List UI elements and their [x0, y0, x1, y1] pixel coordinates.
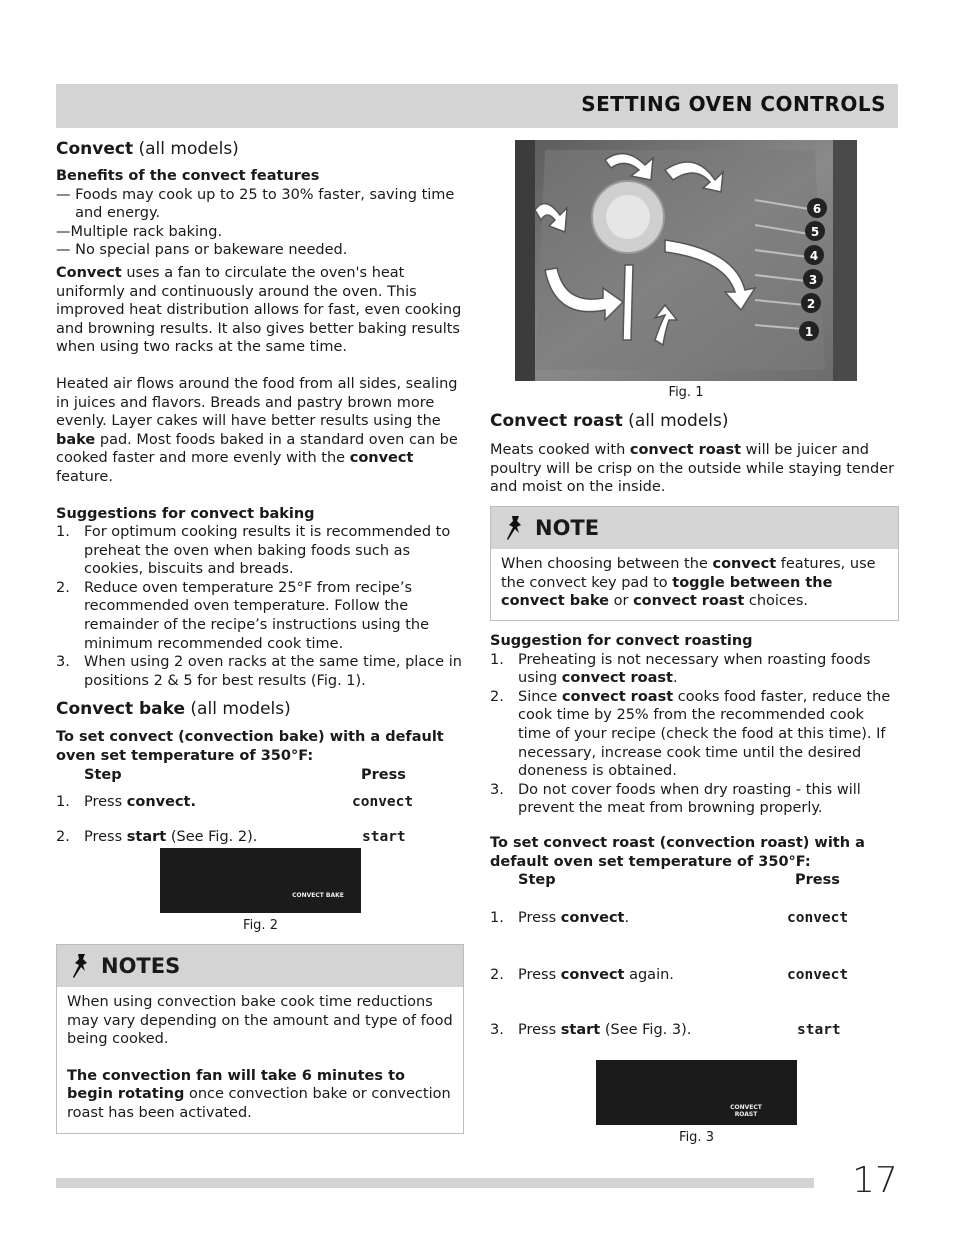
notes-body: When using convection bake cook time reductions may vary depending on the amount and type of food being cooked. The convection fan will take 6 minutes to begin rotating once convection bake or convection roast has been activated.: [67, 994, 453, 1121]
rack-number: 4: [809, 249, 819, 263]
page-number: 17: [852, 1160, 898, 1201]
note-box: [490, 506, 899, 621]
pushpin-icon: [505, 515, 527, 541]
convect-heading: Convect (all models): [56, 139, 239, 159]
list-item: 2. Since convect roast cooks food faster, reduce the cook time by 25% from the recommended cook time of your recipe (check the food at this time). If necessary, increase cook time until the desired doneness is obtained.: [490, 688, 891, 780]
fig2-display: CONVECT BAKE: [160, 848, 361, 913]
notes-header: NOTES: [57, 945, 463, 987]
roast-step-3: 3. Press start (See Fig. 3). start: [490, 1021, 841, 1038]
list-item: 1. Preheating is not necessary when roasting foods using convect roast.: [490, 651, 871, 687]
header-bar: [56, 84, 898, 128]
fig1-caption: Fig. 1: [668, 385, 704, 400]
roast-step-1: 1. Press convect. convect: [490, 909, 849, 926]
heated-air-paragraph: Heated air flows around the food from all sides, sealing in juices and flavors. Breads and pastry brown more evenly. Layer cakes will have better results using the bake pad. Most foods baked in a standard oven can be cooked faster and more evenly with the convect feature.: [56, 375, 458, 485]
convect-key: convect: [352, 794, 414, 811]
convect-roast-heading: Convect roast (all models): [490, 411, 729, 431]
suggestions-title: Suggestions for convect baking: [56, 505, 315, 522]
convect-roast-description: Meats cooked with convect roast will be juicer and poultry will be crisp on the outside while staying tender and moist on the inside.: [490, 442, 895, 496]
footer-bar: [56, 1178, 814, 1188]
convect-bake-heading: Convect bake (all models): [56, 699, 291, 720]
note-header: NOTE: [491, 507, 898, 549]
bake-step-1: 1. Press convect. convect: [56, 793, 466, 819]
step-header: Step Press: [518, 872, 840, 889]
list-item: 3. Do not cover foods when dry roasting - this will prevent the meat from browning properly.: [490, 781, 861, 817]
notes-box: [56, 944, 464, 1134]
start-key: start: [797, 1021, 841, 1038]
benefit-item: — Multiple rack baking.: [56, 223, 223, 240]
convect-key: convect: [787, 967, 849, 984]
benefits-title: Benefits of the convect features: [56, 168, 320, 184]
rack-number: 1: [804, 325, 814, 339]
roast-instructions: To set convect roast (convection roast) with a default oven set temperature of 350°F:: [490, 834, 865, 870]
rack-number: 2: [806, 297, 816, 311]
note-body: When choosing between the convect features, use the convect key pad to toggle between the convect bake or convect roast choices.: [501, 556, 876, 610]
benefit-item: — No special pans or bakeware needed.: [56, 242, 348, 259]
rack-number: 5: [810, 225, 820, 239]
convect-description: Convect uses a fan to circulate the oven's heat uniformly and continuously around the oven. This improved heat distribution allows for fast, even cooking and browning results. It also gives better baking results when using two racks at the same time.: [56, 264, 462, 356]
convect-key: convect: [787, 909, 849, 926]
step-header: Step Press: [84, 766, 406, 783]
suggestions-list: [56, 523, 466, 690]
fig3-display: CONVECT ROAST: [596, 1060, 797, 1125]
rack-number: 3: [808, 273, 818, 287]
rack-number: 6: [812, 202, 822, 216]
left-column: [56, 138, 466, 847]
fig3-caption: Fig. 3: [679, 1130, 714, 1145]
list-item: 1. For optimum cooking results it is recommended to preheat the oven when baking foods such as cookies, biscuits and breads.: [56, 524, 451, 578]
fig2-caption: Fig. 2: [243, 918, 278, 933]
roast-suggestions: [490, 632, 898, 1040]
roast-suggestions-list: [490, 651, 898, 818]
list-item: 2. Reduce oven temperature 25°F from recipe’s recommended oven temperature. Follow the remainder of the recipe’s instructions using the minimum recommended cook time.: [56, 579, 430, 652]
page-section-title: SETTING OVEN CONTROLS: [581, 92, 886, 116]
fig1-oven-interior-image: [515, 140, 857, 381]
roast-suggestions-title: Suggestion for convect roasting: [490, 633, 753, 649]
pushpin-icon: [71, 953, 93, 979]
bake-step-2: 2. Press start (See Fig. 2). start: [56, 829, 406, 846]
list-item: 3. When using 2 oven racks at the same time, place in positions 2 & 5 for best results (Fig. 1).: [56, 654, 462, 689]
right-column: [490, 410, 898, 497]
bake-instructions: To set convect (convection bake) with a default oven set temperature of 350°F:: [56, 729, 444, 765]
benefit-item: — Foods may cook up to 25 to 30% faster, saving time and energy.: [56, 186, 455, 222]
roast-step-2: 2. Press convect again. convect: [490, 967, 849, 984]
start-key: start: [362, 829, 406, 846]
